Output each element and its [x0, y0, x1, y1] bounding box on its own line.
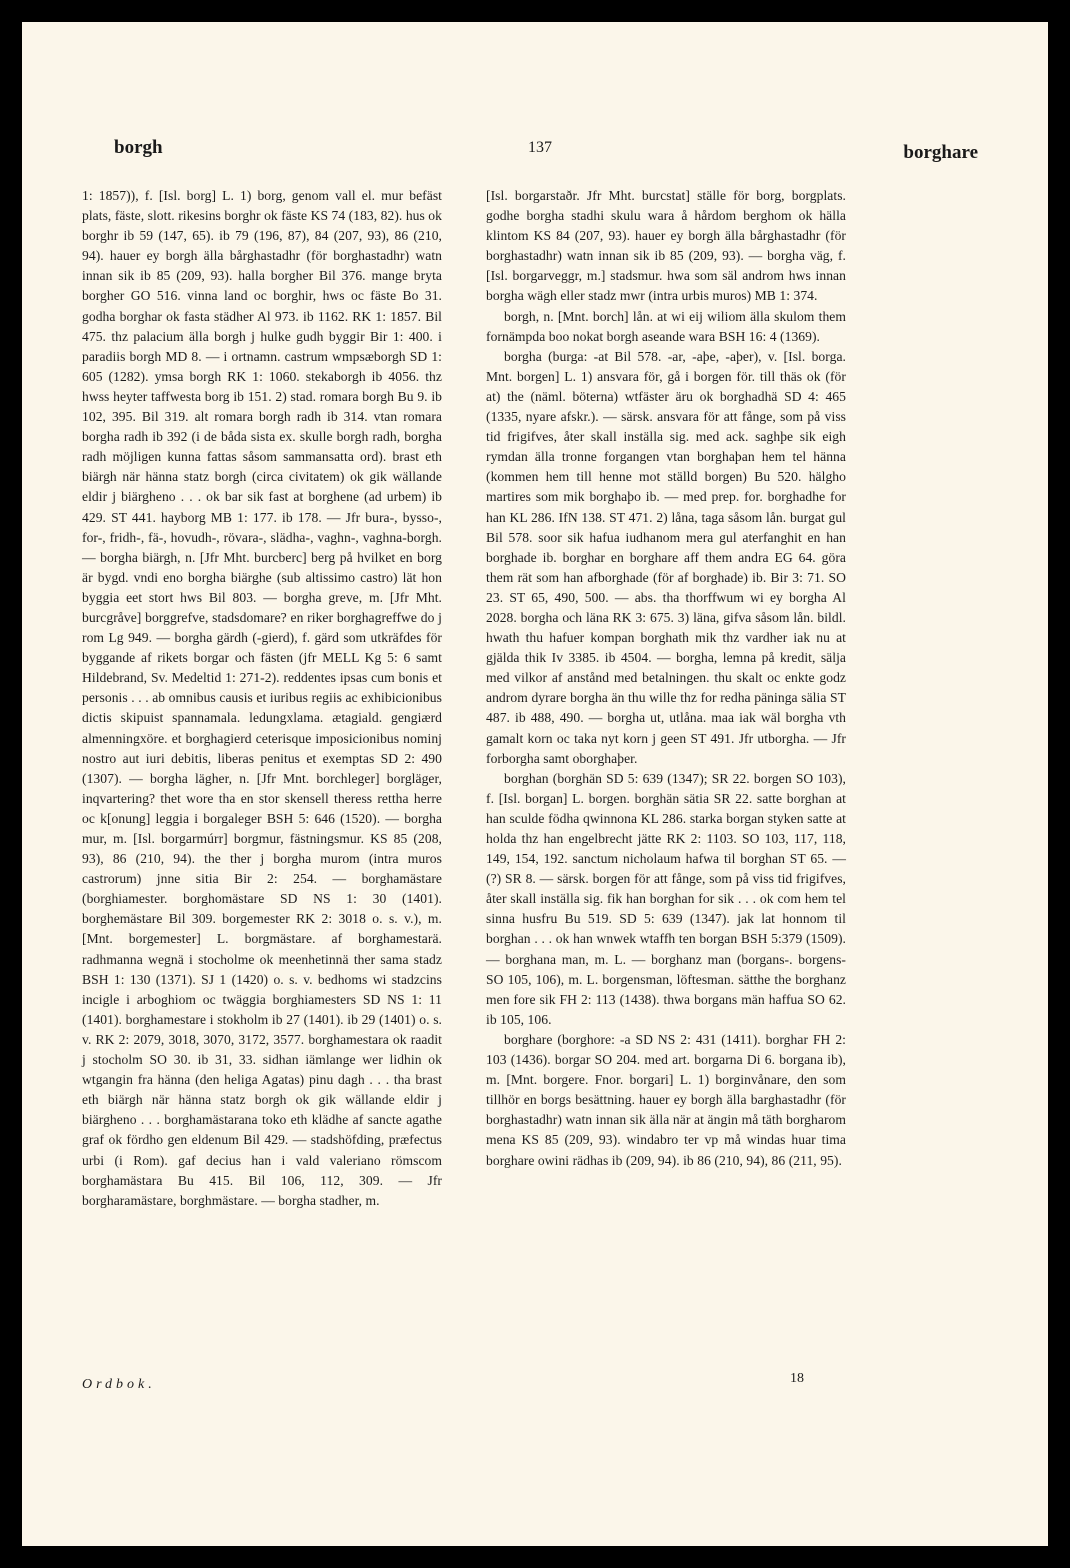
entry-paragraph: borghare (borghore: -a SD NS 2: 431 (1411). borghar FH 2: 103 (1436). borgar SO 204. med art. borgarna Di 6. borgana ib), m. [Mnt. borgere. Fnor. borgari] L. 1) borginvånare, den som tillhör en borgs besättning. hauer ey borgh älla barghastadhr (för borghastadhr) watn innan sik älla när at ängin må täth borgharom mena KS 85 (209, 93). windabro ter vp må windas huar tima borghare owini rädhas ib (209, 94). ib 86 (210, 94), 86 (211, 95).	[486, 1031, 846, 1168]
running-head-left: borgh	[114, 137, 163, 158]
left-column	[82, 186, 442, 1211]
dictionary-page	[22, 22, 1048, 1546]
running-head-right: borghare	[903, 142, 978, 163]
page-number: 137	[528, 139, 552, 156]
page-header	[92, 137, 988, 177]
signature-mark: 18	[790, 1371, 804, 1386]
right-column	[486, 186, 846, 1171]
footer-left: Ordbok.	[82, 1377, 156, 1392]
entry-paragraph: borgh, n. [Mnt. borch] lån. at wi eij wiliom älla skulom them fornämpda boo nokat borgh aseande wara BSH 16: 4 (1369).	[486, 308, 846, 344]
entry-paragraph: [Isl. borgarstaðr. Jfr Mht. burcstat] ställe för borg, borgplats. godhe borgha stadhi skulu wara å hårdom berghom ok hälla klintom KS 84 (207, 93). hauer ey borgh älla bårghastadhr (för borghastadhr) watn innan sik ib 85 (209, 93). — borgha väg, f. [Isl. borgarveggr, m.] stadsmur. hwa som säl androm hws innan borgha wägh eller stadz mwr (intra urbis muros) MB 1: 374.	[486, 188, 846, 304]
entry-paragraph: borghan (borghän SD 5: 639 (1347); SR 22. borgen SO 103), f. [Isl. borgan] L. borgen. borghän sätia SR 22. satte borghan at han sculde födha qwinnona KL 286. starka borgan styken satte at holda thz han engelbrecht jätte RK 2: 1103. SO 103, 117, 118, 149, 154, 192. sanctum nicholaum hafwa til borghan ST 65. — (?) SR 8. — särsk. borgen för att fånge, som på viss tid frigifves, åter skall inställa sig. fik han borghan for sik . . . ok com hem tel sinna husfru Bu 519. SD 5: 639 (1347). jak lat honnom til borghan . . . ok han wnwek wtaffh ten borgan BSH 5:379 (1509). — borghana man, m. L. — borghanz man (borgans-. borgens- SO 105, 106), m. L. borgensman, löftesman. sätthe the borghanz men fore sik FH 2: 113 (1438). thwa borgans män haffua SO 62. ib 105, 106.	[486, 770, 846, 1027]
entry-paragraph: borgha (burga: -at Bil 578. -ar, -aþe, -aþer), v. [Isl. borga. Mnt. borgen] L. 1) ansvara för, gå i borgen för. till thäs ok (för at) the (näml. böterna) wtfäster äru ok borghadhä SD 4: 465 (1335, nyare afskr.). — särsk. ansvara för att fånge, som på viss tid frigifves, åter skall inställa sig. med ack. saghþe sik eigh rymdan älla tronne forgangen vtan borghaþan hem tel hänna (kommen hem till henne mot ställd borgen) Bu 520. hälgho martires som mik borghaþo ib. — med prep. for. borghadhe for han KL 286. IfN 138. ST 471. 2) låna, taga såsom lån. burgat gul Bil 578. soor sik hafua iudhanom mera gul aterfanghit en han borghade ib. borghar en borghare aff them andra EG 64. göra them rät som han afborghade (för af borghade) ib. Bir 3: 71. SO 23. ST 65, 490, 500. — abs. tha thorffwum wi ey borgha Al 2028. borgha och läna RK 3: 675. 3) läna, gifva såsom lån. bildl. hwath thu hafuer kompan borghath mik thz vardher iak nu at gjälda thik Iv 3385. ib 4504. — borgha, lemna på kredit, sälja med vilkor af anstånd med betalningen. thu skalt oc enkte godz androm dyrare borgha än thu wille thz for redha päninga sälia ST 487. ib 488, 490. — borgha ut, utlåna. maa iak wäl borgha vth gamalt korn oc taka nyt korn j geen ST 491. Jfr utborgha. — Jfr forborgha samt oborghaþer.	[486, 348, 846, 766]
entry-paragraph: 1: 1857)), f. [Isl. borg] L. 1) borg, genom vall el. mur befäst plats, fäste, slott. rikesins borghr ok fäste KS 74 (183, 82). hus ok borghr ib 59 (147, 65). ib 79 (196, 87), 84 (207, 93), 86 (210, 94). hauer ey borgh älla bårghastadhr (för borghastadhr) watn innan sik ib 85 (209, 93). halla borgher Bil 376. mange bryta borgher GO 516. vinna land oc borghir, hws oc fäste Bo 31. godha borghar ok fasta städher Al 973. ib 1162. RK 1: 1857. Bil 475. thz palacium älla borgh j hulke gudh byggir Bir 1: 400. i paradiis borgh MD 8. — i ortnamn. castrum wmpsæborgh SD 1: 605 (1282). ymsa borgh RK 1: 1060. stekaborgh ib 4056. thz hwss heyter taffwesta borg ib 151. 2) stad. romara borgh Bu 9. ib 102, 395. Bil 319. alt romara borgh radh ib 314. vtan romara borgha radh ib 392 (i de båda sista ex. skulle borgh radh, borgha radh möjligen kunna fattas såsom sammansatta ord). brast eth biärgh när hänna statz borgh (circa civitatem) ok gik wällande eldir j biärgheno . . . ok bar sik fast at borghene (ad urbem) ib 429. ST 441. hayborg MB 1: 177. ib 178. — Jfr bura-, bysso-, for-, fridh-, fä-, hovudh-, rövara-, slädha-, vaghn-, vaghna-borgh. — borgha biärgh, n. [Jfr Mht. burcberc] berg på hvilket en borg är bygd. vndi eno borgha biärghe (sub altissimo castro) lät hon byggia eet stort hws Bil 803. — borgha greve, m. [Jfr Mht. burcgråve] borggrefve, stadsdomare? en riker borghagreffwe do j rom Lg 949. — borgha gärdh (-gierd), f. gärd som utkräfdes för byggande af rikets borgar och fästen (jfr MELL Kg 5: 6 samt Hildebrand, Sv. Medeltid 1: 271-2). reddentes ipsas cum bonis et personis . . . ab omnibus causis et iuribus regiis ac exhibicionibus dictis skipuist spannamala. ledungxlama. ætagiald. gengiærd almenningxöre. et borghagierd ceterisque imposicionibus nominj nostro aut iuri debitis, liberas penitus et exemptas SD 2: 490 (1307). — borgha lägher, n. [Jfr Mnt. borchleger] borgläger, inqvartering? thet wore tha en stor skensell theress rettha herre oc k[onung] leggia i borgaleger BSH 5: 646 (1520). — borgha mur, m. [Isl. borgarmúrr] borgmur, fästningsmur. KS 85 (208, 93), 86 (210, 94). the ther j borgha murom (intra muros castrorum) jnne sitia Bir 2: 254. — borghamästare (borghiamester. borghomästare SD NS 1: 30 (1401). borghemästare Bil 309. borgemester RK 2: 3018 o. s. v.), m. [Mnt. borgemester] L. borgmästare. af borghamestarä. radhmanna wegnä i stocholme ok meenhetinnä ther sama stadz BSH 1: 130 (1371). SJ 1 (1420) o. s. v. bedhoms wi stadzcins incigle i arboghiom oc twäggia borghiamesters SD NS 1: 11 (1401). borghamestare i stokholm ib 27 (1401). ib 29 (1401) o. s. v. RK 2: 2079, 3018, 3070, 3172, 3577. borghamestara ok raadit j stocholm SO 30. ib 31, 33. sidhan iämlange wer lidhin ok wtgangin fra hänna (den heliga Agatas) pinu dagh . . . tha brast eth biärgh när hänna statz borgh ok gik wällande eldir j biärgheno . . . borghamästarana toko eth klädhe af sancte agathe graf ok fördho gen eldenum Bil 429. — stadshöfding, præfectus urbi (i Rom). gaf decius han i vald valeriano römscom borghamästara Bu 415. Bil 106, 112, 309. — Jfr borgharamästare, borghmästare. — borgha stadher, m.	[82, 188, 442, 1208]
